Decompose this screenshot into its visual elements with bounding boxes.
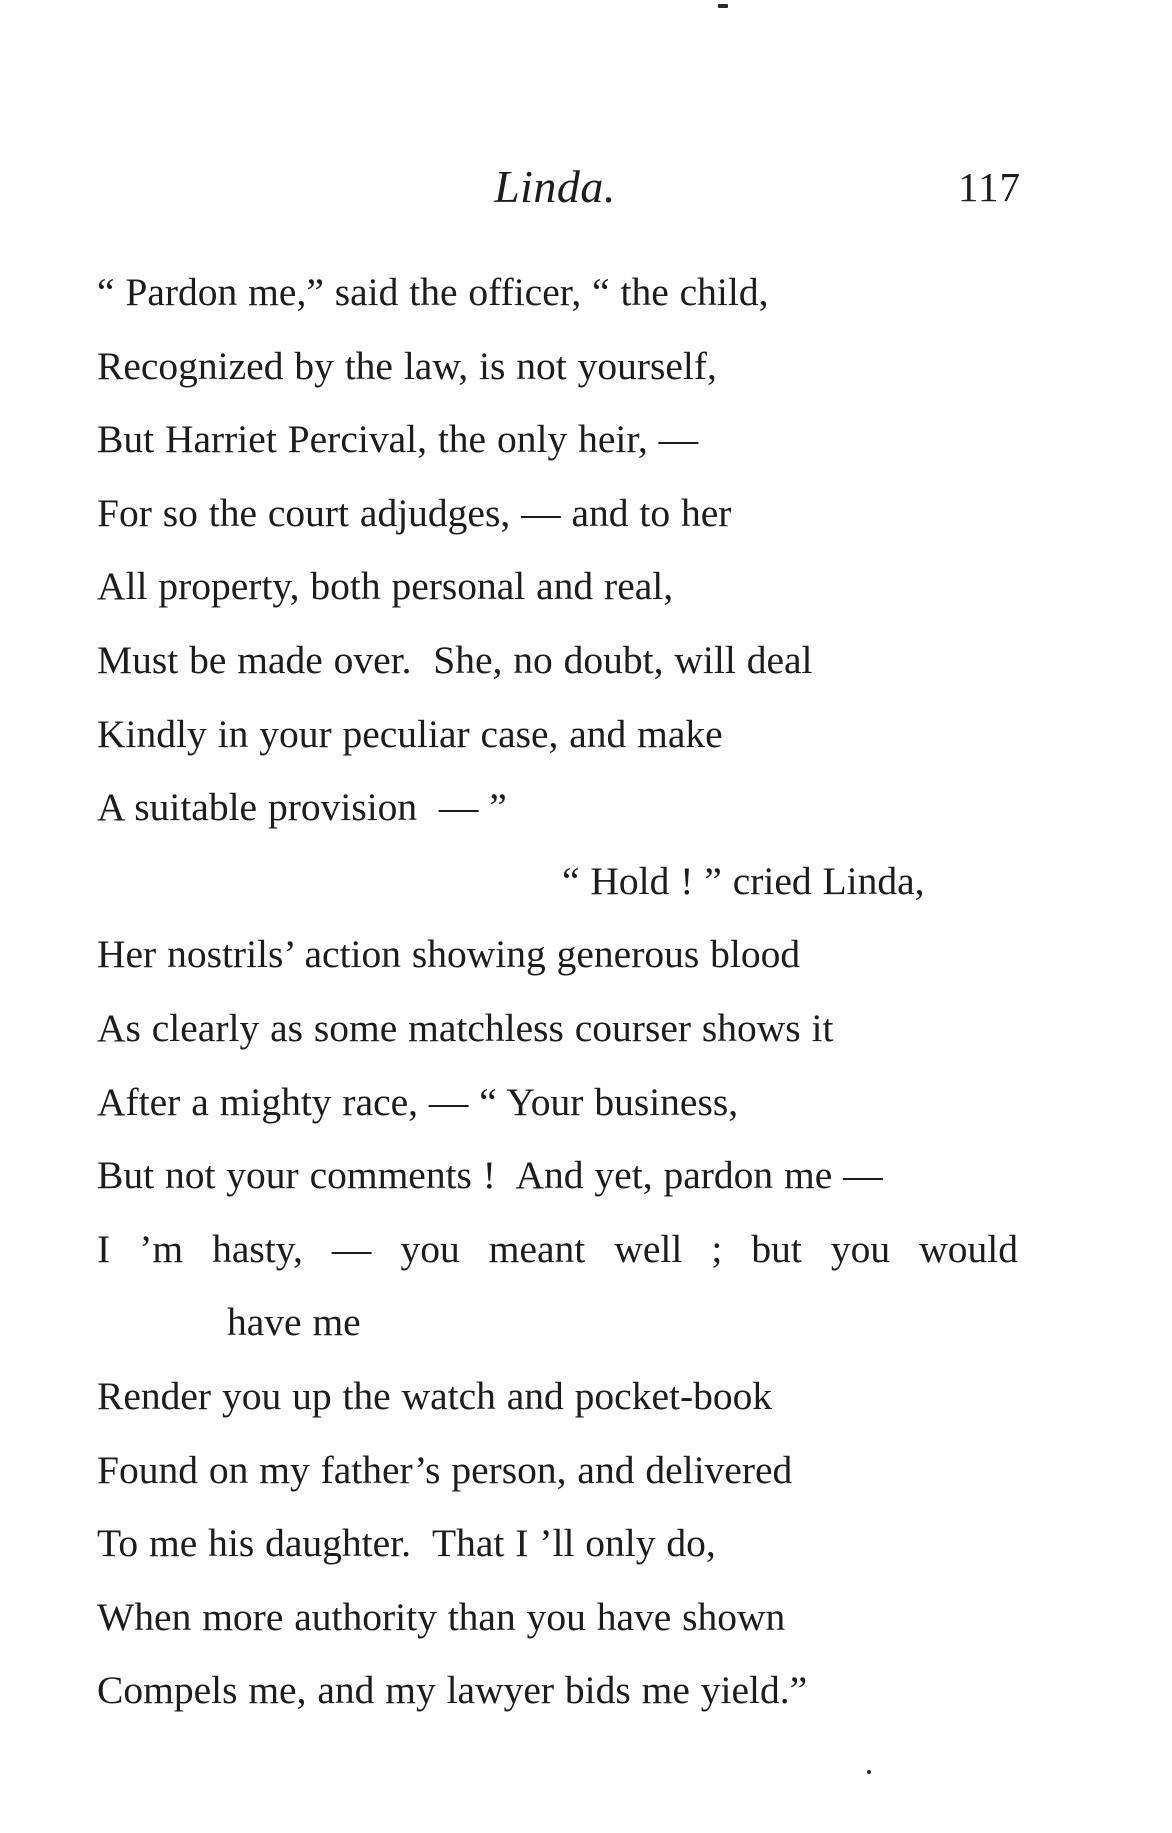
poem-line: But not your comments ! And yet, pardon me — <box>97 1153 883 1198</box>
poem-line: But Harriet Percival, the only heir, — <box>97 417 699 462</box>
poem-line: To me his daughter. That I ’ll only do, <box>97 1521 716 1566</box>
poem-line: “ Pardon me,” said the officer, “ the child, <box>97 270 769 314</box>
poem-line: Render you up the watch and pocket-book <box>97 1373 773 1418</box>
poem-line-continuation: have me <box>227 1300 361 1345</box>
poem-line: “ Hold ! ” cried Linda, <box>562 858 925 903</box>
poem-line: Compels me, and my lawyer bids me yield.” <box>97 1668 808 1713</box>
poem-line: A suitable provision — ” <box>97 785 507 830</box>
poem-line: As clearly as some matchless courser shows it <box>97 1005 834 1050</box>
running-head <box>0 152 1172 222</box>
poem-line: Found on my father’s person, and delivered <box>97 1447 793 1492</box>
poem-line: Kindly in your peculiar case, and make <box>97 711 723 756</box>
poem-text <box>97 256 1027 1728</box>
poem-line: Must be made over. She, no doubt, will deal <box>97 637 813 682</box>
poem-line: I ’m hasty, — you meant well ; but you would <box>97 1226 1018 1271</box>
page-number: 117 <box>958 164 1021 210</box>
poem-line: For so the court adjudges, — and to her <box>97 490 732 535</box>
poem-line: After a mighty race, — “ Your business, <box>97 1079 739 1124</box>
poem-line: When more authority than you have shown <box>97 1594 786 1639</box>
poem-line: All property, both personal and real, <box>97 564 674 609</box>
poem-line: Recognized by the law, is not yourself, <box>97 343 717 388</box>
running-title: Linda. <box>494 161 616 212</box>
print-speck <box>867 1770 871 1774</box>
print-speck <box>718 4 728 8</box>
poem-line: Her nostrils’ action showing generous blood <box>97 932 801 977</box>
